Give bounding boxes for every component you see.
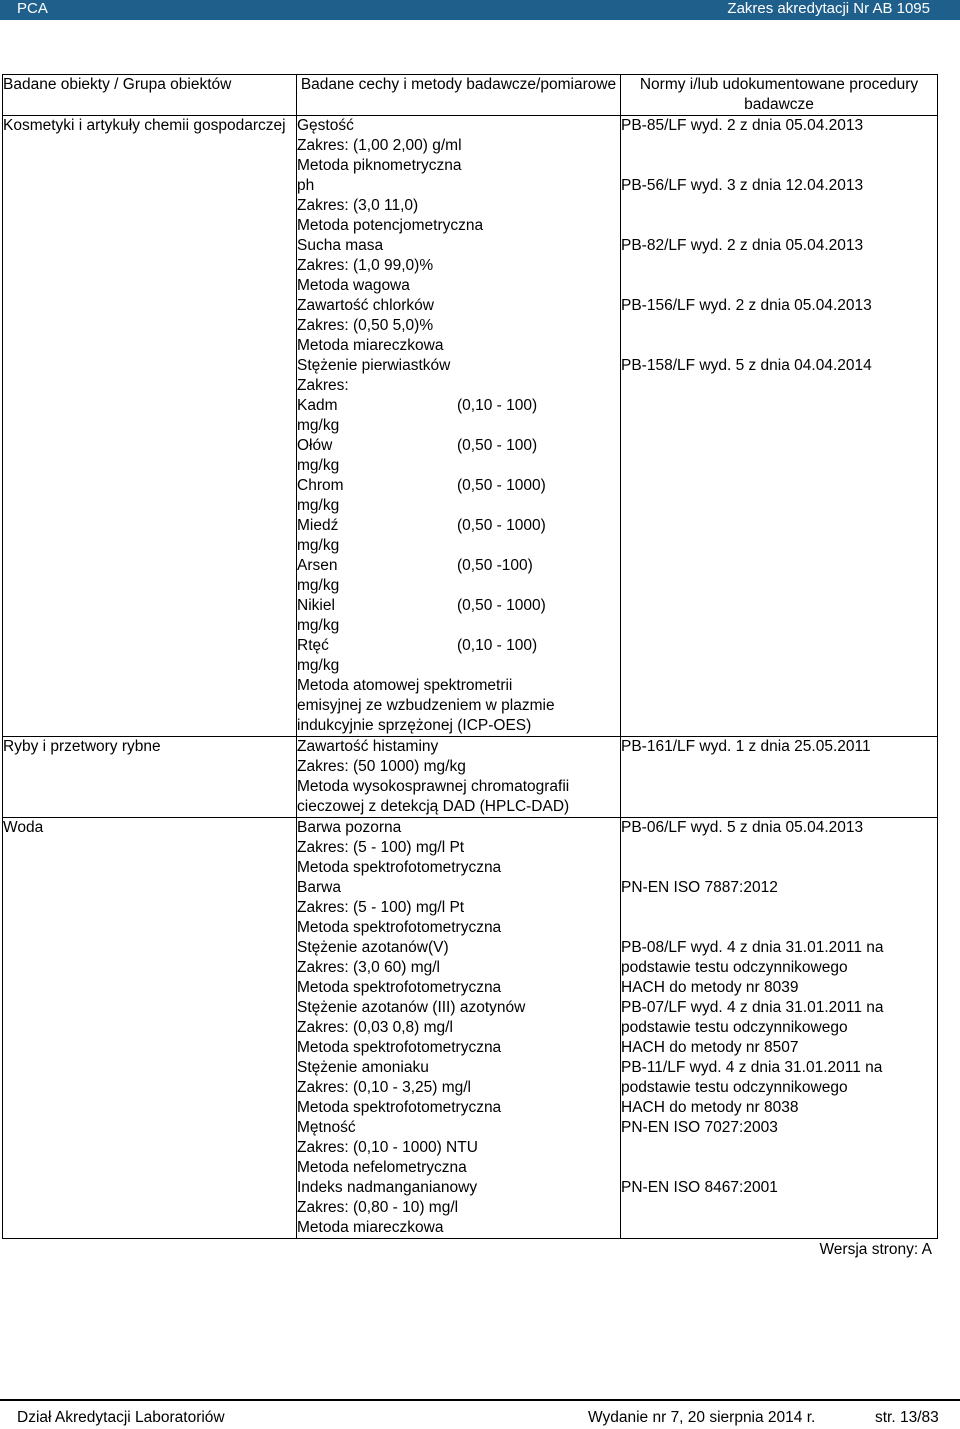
method-block — [297, 878, 620, 938]
method-block — [297, 296, 620, 356]
table-row — [3, 818, 938, 1239]
methods-cell — [297, 116, 621, 737]
method-line: Sucha masa — [297, 237, 384, 254]
method-line: Zakres: (5 - 100) mg/l Pt — [297, 839, 465, 856]
footer-center: Wydanie nr 7, 20 sierpnia 2014 r. — [588, 1409, 816, 1426]
norm-line: HACH do metody nr 8038 — [621, 1099, 799, 1116]
method-line: Gęstość — [297, 117, 354, 134]
norm-line: PN-EN ISO 7027:2003 — [621, 1119, 778, 1136]
norm-block — [621, 818, 937, 878]
header-left: PCA — [17, 0, 48, 17]
method-line: Metoda spektrofotometryczna — [297, 1099, 502, 1116]
norm-block — [621, 116, 937, 176]
method-line: Stężenie pierwiastków — [297, 357, 451, 374]
object-group-name: Ryby i przetwory rybne — [3, 738, 161, 755]
method-line: Mętność — [297, 1119, 356, 1136]
method-line: Barwa — [297, 879, 341, 896]
method-line: Zakres: (0,10 - 3,25) mg/l — [297, 1079, 472, 1096]
element-row — [297, 436, 620, 456]
norm-line: PB-82/LF wyd. 2 z dnia 05.04.2013 — [621, 237, 864, 254]
element-range: (0,50 - 1000) — [457, 597, 546, 614]
method-block — [297, 1178, 620, 1238]
method-line: Zakres: (0,03 0,8) mg/l — [297, 1019, 453, 1036]
element-range: (0,50 - 1000) — [457, 517, 546, 534]
norm-block — [621, 938, 937, 998]
method-line: Zakres: (1,0 99,0)% — [297, 257, 434, 274]
element-unit: mg/kg — [297, 537, 340, 554]
method-line: cieczowej z detekcją DAD (HPLC-DAD) — [297, 798, 570, 815]
norm-line: PB-07/LF wyd. 4 z dnia 31.01.2011 na — [621, 999, 884, 1016]
element-row — [297, 516, 620, 536]
element-range: (0,10 - 100) — [457, 637, 538, 654]
method-line: Metoda spektrofotometryczna — [297, 1039, 502, 1056]
method-block — [297, 1058, 620, 1118]
norms-cell — [621, 116, 938, 737]
method-line: Stężenie azotanów(V) — [297, 939, 449, 956]
element-row — [297, 476, 620, 496]
method-line: Metoda miareczkowa — [297, 337, 444, 354]
method-line: Metoda atomowej spektrometrii — [297, 677, 513, 694]
element-name: Chrom — [297, 477, 344, 494]
column-header-objects: Badane obiekty / Grupa obiektów — [3, 75, 297, 116]
element-range: (0,50 - 1000) — [457, 477, 546, 494]
element-row — [297, 596, 620, 616]
element-name: Kadm — [297, 397, 338, 414]
method-line: Metoda piknometryczna — [297, 157, 462, 174]
table-header-row — [3, 75, 938, 116]
norm-block — [621, 1178, 937, 1238]
object-group-cell — [3, 737, 297, 818]
method-line: Metoda nefelometryczna — [297, 1159, 467, 1176]
object-group-name: Woda — [3, 819, 44, 836]
footer-right: str. 13/83 — [875, 1409, 939, 1426]
object-group-cell — [3, 818, 297, 1239]
method-block — [297, 998, 620, 1058]
norm-block — [621, 176, 937, 236]
norm-block — [621, 1118, 937, 1178]
methods-cell — [297, 737, 621, 818]
element-row — [297, 636, 620, 656]
norm-line: podstawie testu odczynnikowego — [621, 1019, 848, 1036]
method-block — [297, 116, 620, 176]
method-line: Zakres: (1,00 2,00) g/ml — [297, 137, 462, 154]
norm-line: HACH do metody nr 8039 — [621, 979, 799, 996]
methods-cell — [297, 818, 621, 1239]
element-unit: mg/kg — [297, 497, 340, 514]
element-unit: mg/kg — [297, 457, 340, 474]
norm-block — [621, 878, 937, 938]
norm-line: PN-EN ISO 8467:2001 — [621, 1179, 778, 1196]
method-block — [297, 356, 620, 736]
method-line: Metoda spektrofotometryczna — [297, 859, 502, 876]
method-line: Zakres: (0,50 5,0)% — [297, 317, 434, 334]
norm-line: podstawie testu odczynnikowego — [621, 959, 848, 976]
norms-cell — [621, 818, 938, 1239]
method-line: Metoda wagowa — [297, 277, 410, 294]
norm-block — [621, 998, 937, 1058]
element-range: (0,50 -100) — [457, 557, 533, 574]
element-name: Miedź — [297, 517, 339, 534]
norms-cell — [621, 737, 938, 818]
method-line: emisyjnej ze wzbudzeniem w plazmie — [297, 697, 555, 714]
method-line: Indeks nadmanganianowy — [297, 1179, 478, 1196]
method-block — [297, 236, 620, 296]
element-unit: mg/kg — [297, 617, 340, 634]
method-line: Zakres: — [297, 377, 349, 394]
object-group-cell — [3, 116, 297, 737]
norm-line: PB-06/LF wyd. 5 z dnia 05.04.2013 — [621, 819, 864, 836]
norm-line: PB-158/LF wyd. 5 z dnia 04.04.2014 — [621, 357, 872, 374]
method-line: Metoda miareczkowa — [297, 1219, 444, 1236]
element-unit: mg/kg — [297, 657, 340, 674]
method-line: Zakres: (3,0 60) mg/l — [297, 959, 440, 976]
table-row — [3, 737, 938, 818]
method-line: Metoda spektrofotometryczna — [297, 979, 502, 996]
object-group-name: Kosmetyki i artykuły chemii gospodarczej — [3, 117, 286, 134]
method-line: Zakres: (5 - 100) mg/l Pt — [297, 899, 465, 916]
norm-block — [621, 236, 937, 296]
element-range: (0,10 - 100) — [457, 397, 538, 414]
method-line: Zakres: (3,0 11,0) — [297, 197, 419, 214]
method-line: Zakres: (0,10 - 1000) NTU — [297, 1139, 478, 1156]
element-name: Ołów — [297, 437, 333, 454]
norm-line: PB-85/LF wyd. 2 z dnia 05.04.2013 — [621, 117, 864, 134]
method-line: Stężenie azotanów (III) azotynów — [297, 999, 526, 1016]
table-body — [3, 116, 938, 1239]
element-name: Nikiel — [297, 597, 335, 614]
method-block — [297, 938, 620, 998]
element-unit: mg/kg — [297, 577, 340, 594]
method-line: ph — [297, 177, 315, 194]
norm-block — [621, 737, 937, 817]
element-row — [297, 396, 620, 416]
header-bar — [0, 0, 960, 20]
column-header-norms: Normy i/lub udokumentowane procedury badawcze — [621, 75, 938, 116]
element-range: (0,50 - 100) — [457, 437, 538, 454]
method-line: Stężenie amoniaku — [297, 1059, 429, 1076]
header-right: Zakres akredytacji Nr AB 1095 — [727, 0, 930, 17]
method-line: Zawartość histaminy — [297, 738, 439, 755]
page-version: Wersja strony: A — [819, 1241, 932, 1258]
method-line: Metoda potencjometryczna — [297, 217, 484, 234]
method-block — [297, 176, 620, 236]
method-line: Zakres: (50 1000) mg/kg — [297, 758, 466, 775]
accreditation-table — [2, 74, 938, 1239]
method-line: indukcyjnie sprzężonej (ICP-OES) — [297, 717, 532, 734]
norm-block — [621, 356, 937, 736]
method-line: Metoda wysokosprawnej chromatografii — [297, 778, 570, 795]
method-block — [297, 818, 620, 878]
norm-line: podstawie testu odczynnikowego — [621, 1079, 848, 1096]
norm-line: PB-156/LF wyd. 2 z dnia 05.04.2013 — [621, 297, 872, 314]
table-row — [3, 116, 938, 737]
method-line: Barwa pozorna — [297, 819, 402, 836]
footer — [0, 1399, 960, 1426]
column-header-methods: Badane cechy i metody badawcze/pomiarowe — [297, 75, 621, 116]
method-line: Zawartość chlorków — [297, 297, 434, 314]
element-name: Rtęć — [297, 637, 329, 654]
norm-line: PB-11/LF wyd. 4 z dnia 31.01.2011 na — [621, 1059, 883, 1076]
norm-block — [621, 296, 937, 356]
element-unit: mg/kg — [297, 417, 340, 434]
norm-line: PN-EN ISO 7887:2012 — [621, 879, 778, 896]
element-name: Arsen — [297, 557, 338, 574]
norm-block — [621, 1058, 937, 1118]
footer-left: Dział Akredytacji Laboratoriów — [17, 1409, 225, 1426]
method-line: Metoda spektrofotometryczna — [297, 919, 502, 936]
element-row — [297, 556, 620, 576]
method-block — [297, 737, 620, 817]
norm-line: PB-08/LF wyd. 4 z dnia 31.01.2011 na — [621, 939, 884, 956]
norm-line: PB-56/LF wyd. 3 z dnia 12.04.2013 — [621, 177, 864, 194]
method-line: Zakres: (0,80 - 10) mg/l — [297, 1199, 459, 1216]
norm-line: HACH do metody nr 8507 — [621, 1039, 799, 1056]
method-block — [297, 1118, 620, 1178]
norm-line: PB-161/LF wyd. 1 z dnia 25.05.2011 — [621, 738, 871, 755]
